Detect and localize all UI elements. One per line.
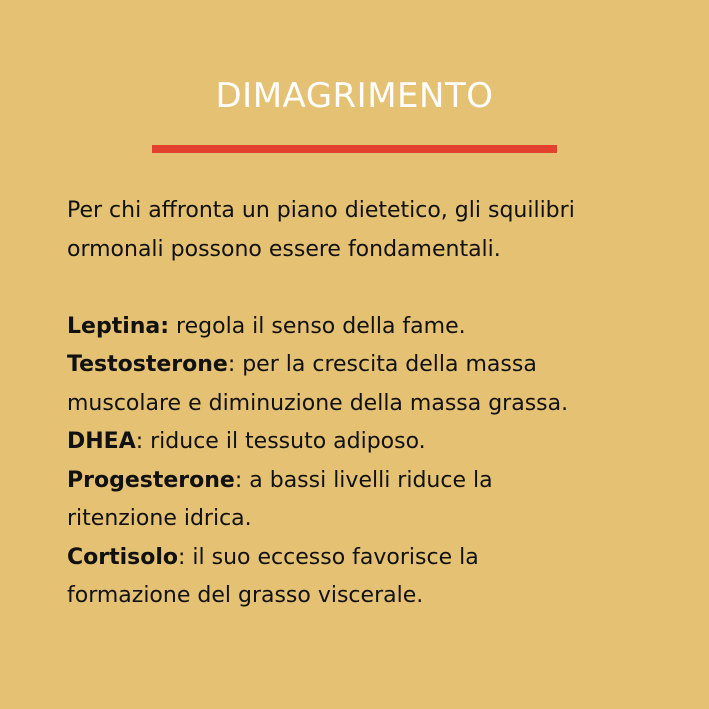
hormone-term: Leptina: [67,313,170,339]
page-title: DIMAGRIMENTO [215,76,494,116]
hormone-item-leptina [67,308,687,347]
hormone-description: : per la crescita della massa [227,352,537,377]
hormone-term: Testosterone [67,352,228,377]
hormone-item-dhea [67,423,687,462]
title-divider [152,145,557,153]
hormone-description: : riduce il tessuto adiposo. [135,429,426,454]
hormone-term: Progesterone [67,467,235,493]
hormone-description: : a bassi livelli riduce la [234,467,493,493]
hormone-term: Cortisolo [67,544,179,570]
intro-paragraph [67,192,687,269]
hormone-description-continued: ritenzione idrica. [67,506,252,531]
hormone-description-continued: muscolare e diminuzione della massa grassa. [67,390,569,416]
hormone-term: DHEA [67,429,136,454]
content-body [67,192,687,616]
hormone-item-progesterone [67,462,687,539]
hormone-description: : il suo eccesso favorisce la [178,544,479,570]
hormone-item-testosterone [67,346,687,423]
hormone-item-cortisolo [67,539,687,616]
hormone-description: regola il senso della fame. [169,313,466,339]
intro-line-1: Per chi affronta un piano dietetico, gli squilibri [67,198,575,223]
intro-line-2: ormonali possono essere fondamentali. [67,236,501,262]
hormone-description-continued: formazione del grasso viscerale. [67,583,424,608]
